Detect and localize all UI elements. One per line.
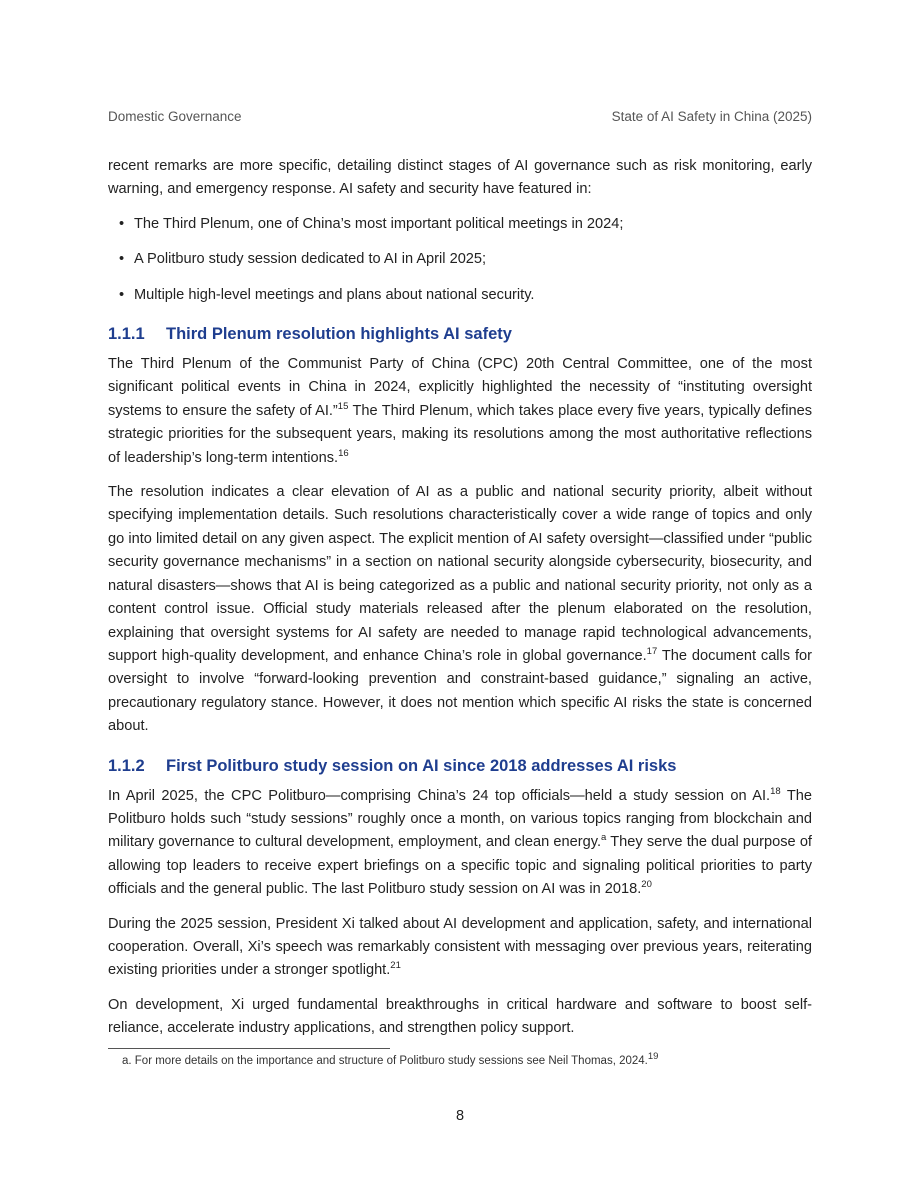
footnote-ref[interactable]: 21 xyxy=(390,960,401,972)
section-number: 1.1.2 xyxy=(108,756,145,775)
running-header xyxy=(108,109,812,124)
paragraph xyxy=(108,481,812,738)
intro-paragraph: recent remarks are more specific, detailing distinct stages of AI governance such as risk monitoring, early warning, and emergency response. AI safety and security have featured in: xyxy=(108,158,812,198)
paragraph xyxy=(108,785,812,902)
paragraph-text: The Third Plenum of the Communist Party of China (CPC) 20th Central Committee, one of the most significant political events in China in 2024, explicitly highlighted the necessity of “instituting oversight systems to ensure the safety of AI.” xyxy=(108,356,812,419)
paragraph xyxy=(108,353,812,470)
footnote-ref[interactable]: 18 xyxy=(770,785,781,797)
footnote-ref[interactable]: 19 xyxy=(647,1051,659,1063)
list-item: • Multiple high-level meetings and plans about national security. xyxy=(134,284,812,307)
list-item: • A Politburo study session dedicated to AI in April 2025; xyxy=(134,248,812,271)
section-heading-third-plenum xyxy=(108,325,812,344)
paragraph xyxy=(108,913,812,983)
paragraph-text: The Politburo holds such “study sessions” roughly once a month, on various topics ranging from blockchain and military governance to cultural development, employment, and clean energy. xyxy=(108,787,812,851)
paragraph-text: In April 2025, the CPC Politburo—comprising China’s 24 top officials—held a study session on AI. xyxy=(108,787,771,804)
paragraph-text: The document calls for oversight to involve “forward-looking prevention and constraint-based guidance,” signaling an active, precautionary regulatory stance. However, it does not mention which specific AI risks the state is concerned about. xyxy=(108,647,813,735)
footnote-ref[interactable]: 15 xyxy=(337,400,349,412)
header-section-title: Domestic Governance xyxy=(108,109,242,124)
paragraph-text: During the 2025 session, President Xi talked about AI development and application, safety, and international cooperation. Overall, Xi’s speech was remarkably consistent with messaging over previous years, reiterating existing priorities under a stronger spotlight. xyxy=(108,915,812,979)
paragraph-text: The resolution indicates a clear elevation of AI as a public and national security priority, albeit without specifying implementation details. Such resolutions characteristically cover a wide range of topics and only go into limited detail on any given aspect. The explicit mention of AI safety oversight—classified under “public security governance mechanisms” in a section on national security alongside cybersecurity, biosecurity, and natural disasters—shows that AI is being categorized as a public and national security priority, not only as a content control issue. Official study materials released after the plenum elaborated on the resolution, explaining that oversight systems for AI safety are needed to manage rapid technological advancements, support high-quality development, and enhance China’s role in global governance. xyxy=(108,484,812,664)
footnote-text: a. For more details on the importance and structure of Politburo study sessions see Neil Thomas, 2024. xyxy=(122,1055,648,1067)
footnote-ref[interactable]: 16 xyxy=(338,447,349,459)
paragraph-text: The Third Plenum, which takes place every five years, typically defines strategic priorities for the subsequent years, making its resolutions among the most authoritative reflections of leadership’s long-term intentions. xyxy=(108,402,812,466)
section-title: Third Plenum resolution highlights AI safety xyxy=(166,325,512,344)
footnote-ref[interactable]: 20 xyxy=(641,879,652,891)
header-report-title: State of AI Safety in China (2025) xyxy=(611,109,812,124)
footnote-divider xyxy=(108,1048,390,1049)
footnote-ref[interactable]: a xyxy=(601,832,607,844)
footnote-ref[interactable]: 17 xyxy=(646,646,658,658)
page-number: 8 xyxy=(455,1108,465,1124)
section-heading-politburo-study xyxy=(108,757,812,776)
list-item: • The Third Plenum, one of China’s most important political meetings in 2024; xyxy=(134,213,812,236)
paragraph-text: They serve the dual purpose of allowing top leaders to receive expert briefings on a specific topic and signaling political priorities to party officials and the general public. The last Politburo study session on AI was in 2018. xyxy=(108,834,812,898)
bullet-list xyxy=(108,213,812,307)
paragraph: On development, Xi urged fundamental breakthroughs in critical hardware and software to boost self-reliance, accelerate industry applications, and strengthen policy support. xyxy=(108,996,812,1037)
main-content xyxy=(108,155,812,1052)
footnote xyxy=(122,1053,812,1069)
section-number: 1.1.1 xyxy=(108,325,145,344)
section-title: First Politburo study session on AI since 2018 addresses AI risks xyxy=(166,756,677,775)
